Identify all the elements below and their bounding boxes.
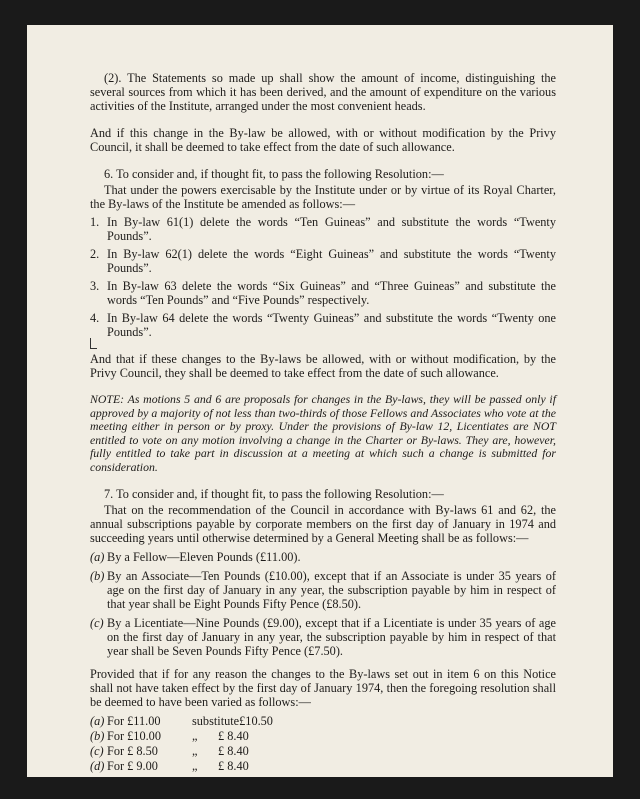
item-number: 3. <box>90 279 100 293</box>
list-item <box>90 569 556 611</box>
motion-6-allowance: And that if these changes to the By-laws be allowed, with or without modification, by the Privy Council, they shall be deemed to take effect from the date of such allowance. <box>90 352 556 380</box>
ditto-mark: „ <box>192 728 198 743</box>
item-number: 4. <box>90 311 100 325</box>
row-label: (c) <box>90 743 104 758</box>
table-row <box>90 713 556 728</box>
list-item <box>90 247 556 275</box>
item-number: 2. <box>90 247 100 261</box>
item-text: By an Associate—Ten Pounds (£10.00), except that if an Associate is under 35 years of age on the first day of January in any year, the subscription payable by him in respect of that year shall be Eight Pounds Fifty Pence (£8.50). <box>107 569 556 611</box>
row-label: (b) <box>90 728 105 743</box>
list-item <box>90 550 556 564</box>
ditto-mark: „ <box>192 743 198 758</box>
row-value: £ 8.40 <box>218 728 249 743</box>
motion-6-heading: 6. To consider and, if thought fit, to pass the following Resolution:— <box>104 167 444 181</box>
motion-7-intro: That on the recommendation of the Council in accordance with By-laws 61 and 62, the annual subscriptions payable by corporate members on the first day of January in 1974 and succeeding years until otherwise determined by a General Meeting shall be as follows:— <box>90 503 556 545</box>
row-label: (d) <box>90 758 105 773</box>
item-text: By a Fellow—Eleven Pounds (£11.00). <box>107 550 301 564</box>
item-label: (a) <box>90 550 105 564</box>
document-page <box>27 25 613 777</box>
paragraph-bylaw-allowance: And if this change in the By-law be allowed, with or without modification by the Privy Council, it shall be deemed to take effect from the date of such allowance. <box>90 126 556 154</box>
document-body <box>90 71 556 777</box>
voting-note: NOTE: As motions 5 and 6 are proposals for changes in the By-laws, they will be passed only if approved by a majority of not less than two-thirds of those Fellows and Associates who vote at the meeting either in person or by proxy. Under the provisions of By-law 12, Licentiates are NOT entitled to vote on any motion involving a change in the Charter or By-laws. They are, however, fully entitled to take part in discussion at a meeting at which such a change is submitted for consideration. <box>90 392 556 474</box>
item-text: In By-law 61(1) delete the words “Ten Guineas” and substitute the words “Twenty Pounds”. <box>107 215 556 243</box>
list-item <box>90 279 556 307</box>
item-text: In By-law 62(1) delete the words “Eight Guineas” and substitute the words “Twenty Pounds”. <box>107 247 556 275</box>
list-item <box>90 311 556 339</box>
row-original: For £ 9.00 <box>107 758 158 773</box>
substitution-table <box>90 713 556 773</box>
motion-7-proviso: Provided that if for any reason the changes to the By-laws set out in item 6 on this Notice shall not have taken effect by the first day of January 1974, then the foregoing resolution shall be deemed to have been varied as follows:— <box>90 667 556 709</box>
motion-6-intro: That under the powers exercisable by the Institute under or by virtue of its Royal Charter, the By-laws of the Institute be amended as follows:— <box>90 183 556 211</box>
row-original: For £11.00 <box>107 713 161 728</box>
row-original: For £10.00 <box>107 728 161 743</box>
item-text: In By-law 63 delete the words “Six Guineas” and “Three Guineas” and substitute the words “Ten Pounds” and “Five Pounds” respectively. <box>107 279 556 307</box>
item-text: By a Licentiate—Nine Pounds (£9.00), except that if a Licentiate is under 35 years of age on the first day of January in any year, the subscription payable by him in respect of that year shall be Seven Pounds Fifty Pence (£7.50). <box>107 616 556 658</box>
item-label: (b) <box>90 569 105 583</box>
row-value: £10.50 <box>239 713 273 728</box>
item-number: 1. <box>90 215 100 229</box>
motion-6-items <box>90 215 556 339</box>
table-row <box>90 758 556 773</box>
list-item <box>90 616 556 658</box>
row-substitute: substitute <box>192 713 240 728</box>
motion-7-items <box>90 550 556 658</box>
list-item <box>90 215 556 243</box>
table-row <box>90 743 556 758</box>
item-text: In By-law 64 delete the words “Twenty Guineas” and substitute the words “Twenty one Pounds”. <box>107 311 556 339</box>
row-value: £ 8.40 <box>218 743 249 758</box>
ditto-mark: „ <box>192 758 198 773</box>
row-original: For £ 8.50 <box>107 743 158 758</box>
motion-7-heading: 7. To consider and, if thought fit, to pass the following Resolution:— <box>104 487 444 501</box>
table-row <box>90 728 556 743</box>
row-label: (a) <box>90 713 105 728</box>
paragraph-statements: (2). The Statements so made up shall show the amount of income, distinguishing the several sources from which it has been derived, and the amount of expenditure on the various activities of the Institute, arranged under the most convenient heads. <box>90 71 556 113</box>
item-label: (c) <box>90 616 104 630</box>
row-value: £ 8.40 <box>218 758 249 773</box>
